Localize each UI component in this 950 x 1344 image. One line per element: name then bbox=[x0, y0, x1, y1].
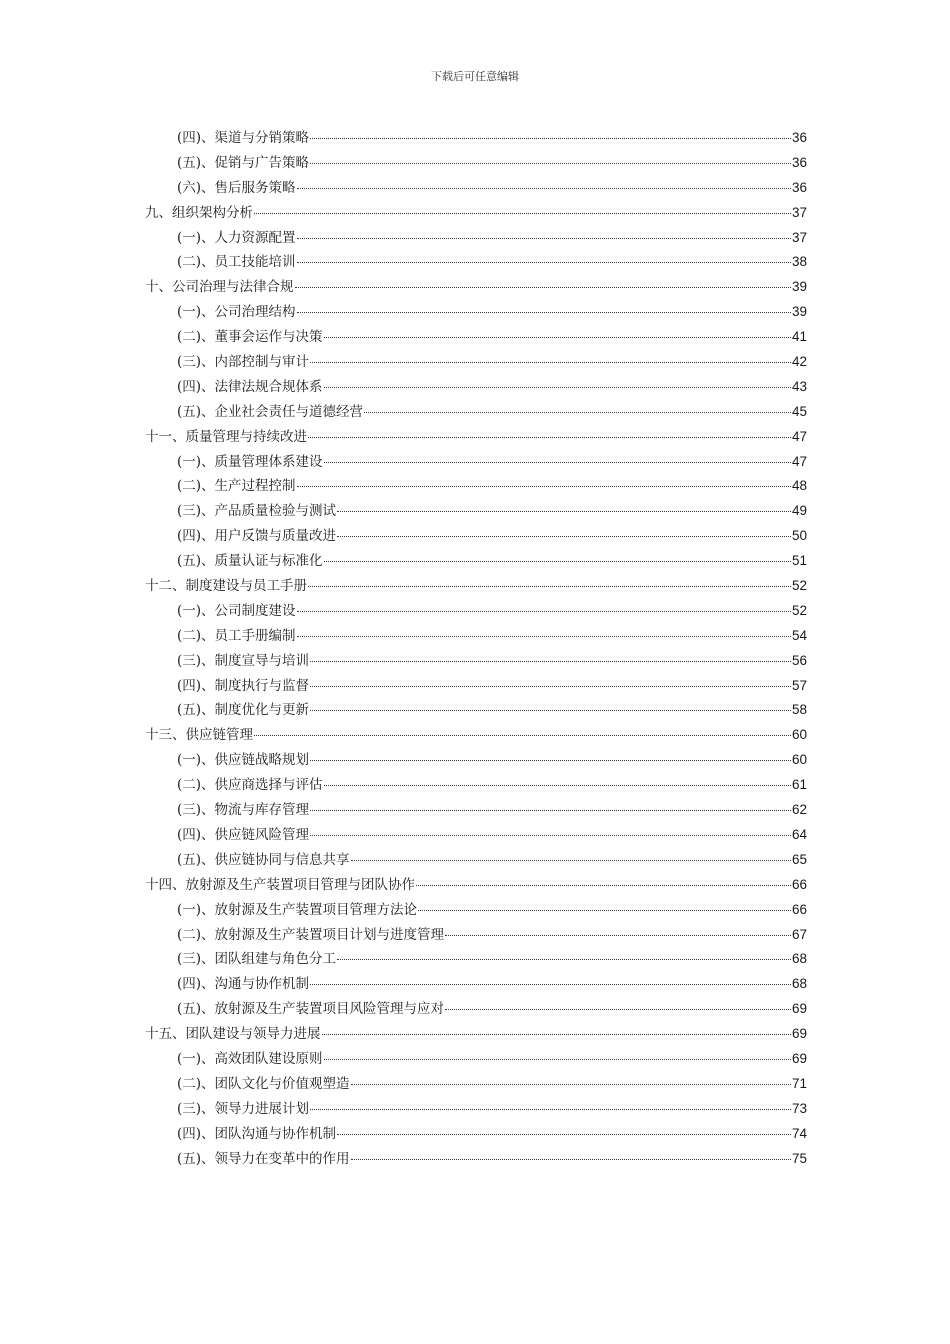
toc-dot-leader bbox=[418, 909, 791, 911]
toc-entry-title: (四)、制度执行与监督 bbox=[177, 677, 310, 694]
toc-entry-title: (五)、制度优化与更新 bbox=[177, 702, 310, 719]
toc-section-entry[interactable] bbox=[145, 997, 807, 1022]
toc-chapter-entry[interactable] bbox=[145, 723, 807, 748]
toc-section-entry[interactable] bbox=[145, 250, 807, 275]
toc-entry-page-number: 39 bbox=[791, 304, 807, 320]
toc-section-entry[interactable] bbox=[145, 1072, 807, 1097]
toc-entry-page-number: 47 bbox=[791, 428, 807, 444]
toc-dot-leader bbox=[310, 709, 791, 711]
toc-entry-title: (五)、放射源及生产装置项目风险管理与应对 bbox=[177, 1001, 445, 1018]
toc-dot-leader bbox=[324, 386, 791, 388]
toc-dot-leader bbox=[324, 1058, 791, 1060]
toc-entry-title: 十、公司治理与法律合规 bbox=[145, 279, 294, 296]
toc-entry-page-number: 64 bbox=[791, 826, 807, 842]
toc-section-entry[interactable] bbox=[145, 599, 807, 624]
toc-dot-leader bbox=[310, 685, 791, 687]
toc-entry-title: (三)、团队组建与角色分工 bbox=[177, 951, 337, 968]
toc-section-entry[interactable] bbox=[145, 1147, 807, 1172]
toc-entry-page-number: 56 bbox=[791, 652, 807, 668]
toc-entry-page-number: 36 bbox=[791, 179, 807, 195]
toc-entry-page-number: 57 bbox=[791, 677, 807, 693]
toc-dot-leader bbox=[445, 1008, 791, 1010]
toc-entry-page-number: 52 bbox=[791, 578, 807, 594]
toc-entry-page-number: 58 bbox=[791, 702, 807, 718]
toc-entry-page-number: 47 bbox=[791, 453, 807, 469]
toc-entry-page-number: 69 bbox=[791, 1026, 807, 1042]
toc-dot-leader bbox=[308, 585, 791, 587]
toc-section-entry[interactable] bbox=[145, 972, 807, 997]
toc-entry-page-number: 48 bbox=[791, 478, 807, 494]
toc-section-entry[interactable] bbox=[145, 649, 807, 674]
toc-entry-page-number: 69 bbox=[791, 1050, 807, 1066]
toc-section-entry[interactable] bbox=[145, 898, 807, 923]
toc-section-entry[interactable] bbox=[145, 151, 807, 176]
toc-dot-leader bbox=[254, 212, 791, 214]
toc-entry-title: (一)、高效团队建设原则 bbox=[177, 1050, 323, 1067]
toc-section-entry[interactable] bbox=[145, 798, 807, 823]
toc-entry-title: (一)、质量管理体系建设 bbox=[177, 453, 323, 470]
toc-section-entry[interactable] bbox=[145, 450, 807, 475]
toc-entry-title: (二)、放射源及生产装置项目计划与进度管理 bbox=[177, 926, 445, 943]
toc-entry-page-number: 52 bbox=[791, 602, 807, 618]
toc-dot-leader bbox=[297, 485, 791, 487]
toc-entry-page-number: 36 bbox=[791, 154, 807, 170]
toc-entry-title: 十五、团队建设与领导力进展 bbox=[145, 1026, 321, 1043]
toc-entry-title: (四)、供应链风险管理 bbox=[177, 826, 310, 843]
toc-entry-page-number: 36 bbox=[791, 130, 807, 145]
toc-entry-title: (五)、供应链协同与信息共享 bbox=[177, 851, 350, 868]
toc-dot-leader bbox=[310, 162, 791, 164]
toc-dot-leader bbox=[308, 436, 791, 438]
toc-section-entry[interactable] bbox=[145, 748, 807, 773]
page-header: 下载后可任意编辑 bbox=[431, 70, 519, 83]
toc-dot-leader bbox=[310, 809, 791, 811]
toc-chapter-entry[interactable] bbox=[145, 425, 807, 450]
toc-entry-title: (二)、生产过程控制 bbox=[177, 478, 296, 495]
toc-entry-page-number: 49 bbox=[791, 503, 807, 519]
toc-entry-title: 九、组织架构分析 bbox=[145, 204, 253, 221]
toc-dot-leader bbox=[351, 1158, 791, 1160]
toc-section-entry[interactable] bbox=[145, 325, 807, 350]
toc-entry-title: 十一、质量管理与持续改进 bbox=[145, 428, 307, 445]
toc-entry-title: (三)、领导力进展计划 bbox=[177, 1100, 310, 1117]
toc-entry-page-number: 51 bbox=[791, 553, 807, 569]
toc-section-entry[interactable] bbox=[145, 674, 807, 699]
toc-dot-leader bbox=[322, 1033, 791, 1035]
table-of-contents bbox=[145, 126, 807, 1171]
toc-entry-page-number: 43 bbox=[791, 378, 807, 394]
toc-dot-leader bbox=[297, 187, 791, 189]
toc-entry-page-number: 60 bbox=[791, 727, 807, 743]
toc-entry-page-number: 73 bbox=[791, 1100, 807, 1116]
toc-entry-title: (六)、售后服务策略 bbox=[177, 179, 296, 196]
toc-section-entry[interactable] bbox=[145, 923, 807, 948]
toc-entry-title: 十四、放射源及生产装置项目管理与团队协作 bbox=[145, 876, 415, 893]
toc-dot-leader bbox=[445, 934, 791, 936]
toc-entry-page-number: 60 bbox=[791, 752, 807, 768]
toc-section-entry[interactable] bbox=[145, 300, 807, 325]
toc-section-entry[interactable] bbox=[145, 350, 807, 375]
toc-dot-leader bbox=[324, 560, 791, 562]
toc-dot-leader bbox=[351, 859, 791, 861]
toc-entry-title: (三)、内部控制与审计 bbox=[177, 354, 310, 371]
toc-entry-title: (一)、人力资源配置 bbox=[177, 229, 296, 246]
toc-section-entry[interactable] bbox=[145, 400, 807, 425]
toc-entry-title: (一)、供应链战略规划 bbox=[177, 752, 310, 769]
toc-dot-leader bbox=[364, 411, 791, 413]
toc-entry-page-number: 39 bbox=[791, 279, 807, 295]
toc-section-entry[interactable] bbox=[145, 226, 807, 251]
toc-section-entry[interactable] bbox=[145, 126, 807, 151]
toc-entry-title: (四)、法律法规合规体系 bbox=[177, 378, 323, 395]
toc-entry-page-number: 37 bbox=[791, 229, 807, 245]
toc-dot-leader bbox=[297, 311, 791, 313]
toc-entry-title: 十二、制度建设与员工手册 bbox=[145, 578, 307, 595]
toc-dot-leader bbox=[254, 734, 791, 736]
toc-entry-title: (五)、领导力在变革中的作用 bbox=[177, 1150, 350, 1167]
toc-chapter-entry[interactable] bbox=[145, 201, 807, 226]
toc-entry-page-number: 66 bbox=[791, 876, 807, 892]
toc-entry-title: (五)、企业社会责任与道德经营 bbox=[177, 403, 364, 420]
toc-dot-leader bbox=[310, 660, 791, 662]
toc-dot-leader bbox=[310, 834, 791, 836]
toc-entry-title: (一)、公司治理结构 bbox=[177, 304, 296, 321]
toc-dot-leader bbox=[337, 535, 791, 537]
toc-entry-title: (二)、员工手册编制 bbox=[177, 627, 296, 644]
toc-section-entry[interactable] bbox=[145, 624, 807, 649]
toc-dot-leader bbox=[351, 1083, 791, 1085]
toc-entry-page-number: 61 bbox=[791, 777, 807, 793]
toc-entry-page-number: 50 bbox=[791, 528, 807, 544]
toc-entry-page-number: 38 bbox=[791, 254, 807, 270]
toc-entry-title: (一)、公司制度建设 bbox=[177, 602, 296, 619]
toc-section-entry[interactable] bbox=[145, 499, 807, 524]
toc-section-entry[interactable] bbox=[145, 1122, 807, 1147]
toc-chapter-entry[interactable] bbox=[145, 873, 807, 898]
toc-entry-title: (一)、放射源及生产装置项目管理方法论 bbox=[177, 901, 418, 918]
toc-entry-title: (四)、团队沟通与协作机制 bbox=[177, 1125, 337, 1142]
toc-entry-title: (三)、产品质量检验与测试 bbox=[177, 503, 337, 520]
toc-dot-leader bbox=[295, 286, 791, 288]
toc-section-entry[interactable] bbox=[145, 823, 807, 848]
toc-section-entry[interactable] bbox=[145, 947, 807, 972]
toc-section-entry[interactable] bbox=[145, 1097, 807, 1122]
toc-entry-page-number: 45 bbox=[791, 403, 807, 419]
toc-entry-page-number: 68 bbox=[791, 976, 807, 992]
toc-entry-title: (二)、员工技能培训 bbox=[177, 254, 296, 271]
toc-entry-title: (二)、董事会运作与决策 bbox=[177, 329, 323, 346]
toc-entry-title: (五)、促销与广告策略 bbox=[177, 154, 310, 171]
toc-dot-leader bbox=[310, 361, 791, 363]
toc-section-entry[interactable] bbox=[145, 698, 807, 723]
toc-dot-leader bbox=[324, 461, 791, 463]
toc-entry-page-number: 66 bbox=[791, 901, 807, 917]
toc-chapter-entry[interactable] bbox=[145, 275, 807, 300]
toc-section-entry[interactable] bbox=[145, 549, 807, 574]
toc-dot-leader bbox=[297, 261, 791, 263]
toc-dot-leader bbox=[324, 336, 791, 338]
toc-dot-leader bbox=[297, 635, 791, 637]
toc-entry-title: (三)、制度宣导与培训 bbox=[177, 652, 310, 669]
toc-dot-leader bbox=[297, 237, 791, 239]
toc-section-entry[interactable] bbox=[145, 848, 807, 873]
toc-entry-page-number: 54 bbox=[791, 627, 807, 643]
toc-dot-leader bbox=[337, 1133, 791, 1135]
toc-entry-title: (二)、供应商选择与评估 bbox=[177, 777, 323, 794]
toc-dot-leader bbox=[310, 759, 791, 761]
toc-section-entry[interactable] bbox=[145, 524, 807, 549]
toc-entry-title: 十三、供应链管理 bbox=[145, 727, 253, 744]
toc-chapter-entry[interactable] bbox=[145, 574, 807, 599]
toc-dot-leader bbox=[310, 983, 791, 985]
toc-dot-leader bbox=[337, 510, 791, 512]
toc-dot-leader bbox=[310, 1108, 791, 1110]
toc-entry-page-number: 67 bbox=[791, 926, 807, 942]
toc-dot-leader bbox=[310, 137, 791, 139]
toc-entry-page-number: 74 bbox=[791, 1125, 807, 1141]
toc-entry-page-number: 71 bbox=[791, 1075, 807, 1091]
toc-dot-leader bbox=[337, 958, 791, 960]
toc-entry-title: (四)、渠道与分销策略 bbox=[177, 130, 310, 146]
toc-entry-page-number: 41 bbox=[791, 329, 807, 345]
toc-entry-page-number: 68 bbox=[791, 951, 807, 967]
toc-entry-title: (五)、质量认证与标准化 bbox=[177, 553, 323, 570]
toc-entry-title: (四)、用户反馈与质量改进 bbox=[177, 528, 337, 545]
toc-entry-page-number: 42 bbox=[791, 354, 807, 370]
toc-entry-page-number: 75 bbox=[791, 1150, 807, 1166]
toc-dot-leader bbox=[416, 884, 791, 886]
toc-section-entry[interactable] bbox=[145, 773, 807, 798]
toc-dot-leader bbox=[324, 784, 791, 786]
toc-dot-leader bbox=[297, 610, 791, 612]
toc-entry-title: (二)、团队文化与价值观塑造 bbox=[177, 1075, 350, 1092]
toc-chapter-entry[interactable] bbox=[145, 1022, 807, 1047]
toc-entry-page-number: 69 bbox=[791, 1001, 807, 1017]
toc-entry-page-number: 62 bbox=[791, 802, 807, 818]
toc-section-entry[interactable] bbox=[145, 176, 807, 201]
toc-section-entry[interactable] bbox=[145, 375, 807, 400]
toc-entry-page-number: 65 bbox=[791, 851, 807, 867]
toc-entry-title: (三)、物流与库存管理 bbox=[177, 802, 310, 819]
toc-entry-page-number: 37 bbox=[791, 204, 807, 220]
toc-section-entry[interactable] bbox=[145, 474, 807, 499]
toc-section-entry[interactable] bbox=[145, 1047, 807, 1072]
toc-entry-title: (四)、沟通与协作机制 bbox=[177, 976, 310, 993]
